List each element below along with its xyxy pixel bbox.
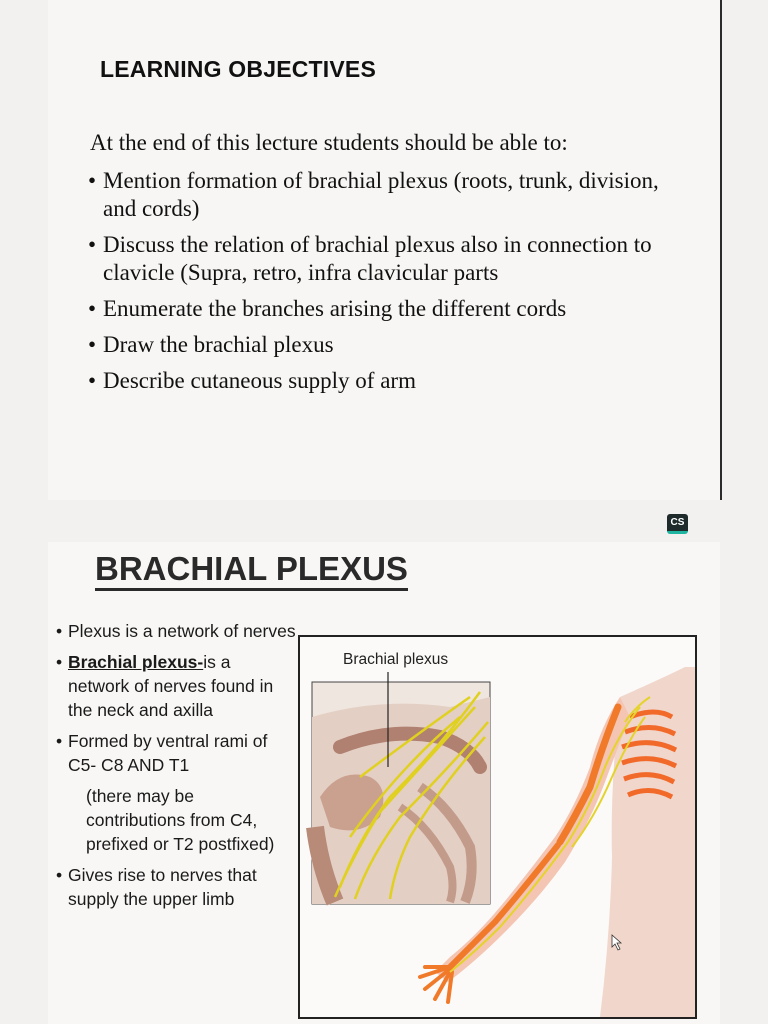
- brachial-plexus-bullets: [56, 619, 296, 918]
- page-edge-line: [720, 0, 722, 500]
- bullet-icon: •: [88, 232, 97, 257]
- bullet-item: • Formed by ventral rami of C5- C8 AND T1: [56, 731, 268, 775]
- bullet-subnote: (there may be contributions from C4, prefixed or T2 postfixed): [86, 786, 275, 854]
- brachial-plexus-term: Brachial plexus-: [68, 652, 204, 672]
- bullet-icon: •: [88, 332, 97, 357]
- bullet-item: • Brachial plexus-is a network of nerves found in the neck and axilla: [56, 652, 274, 720]
- brachial-plexus-illustration: [300, 637, 695, 1017]
- objective-item: • Draw the brachial plexus: [88, 332, 334, 357]
- bullet-item: • Gives rise to nerves that supply the upper limb: [56, 865, 257, 909]
- bullet-icon: •: [88, 168, 97, 193]
- brachial-plexus-figure: [298, 635, 697, 1019]
- learning-objectives-title: LEARNING OBJECTIVES: [100, 56, 377, 82]
- bullet-icon: •: [56, 621, 63, 641]
- objective-item: • Discuss the relation of brachial plexus also in connection to clavicle (Supra, retro, infra clavicular parts: [88, 232, 652, 285]
- bullet-icon: •: [88, 368, 97, 393]
- figure-label: Brachial plexus: [343, 651, 449, 668]
- camscanner-badge-icon: CS: [667, 514, 688, 534]
- brachial-plexus-title: BRACHIAL PLEXUS: [95, 550, 408, 591]
- hand-bones-shape: [420, 967, 452, 1002]
- objectives-list: [88, 167, 688, 403]
- bullet-icon: •: [56, 731, 63, 751]
- objective-item: • Enumerate the branches arising the different cords: [88, 296, 567, 321]
- bullet-icon: •: [56, 865, 63, 885]
- bullet-icon: •: [56, 652, 63, 672]
- objective-item: • Describe cutaneous supply of arm: [88, 368, 416, 393]
- objectives-intro: At the end of this lecture students should be able to:: [90, 130, 568, 155]
- objective-item: • Mention formation of brachial plexus (roots, trunk, division, and cords): [88, 168, 659, 221]
- bullet-item: • Plexus is a network of nerves: [56, 621, 296, 641]
- bullet-icon: •: [88, 296, 97, 321]
